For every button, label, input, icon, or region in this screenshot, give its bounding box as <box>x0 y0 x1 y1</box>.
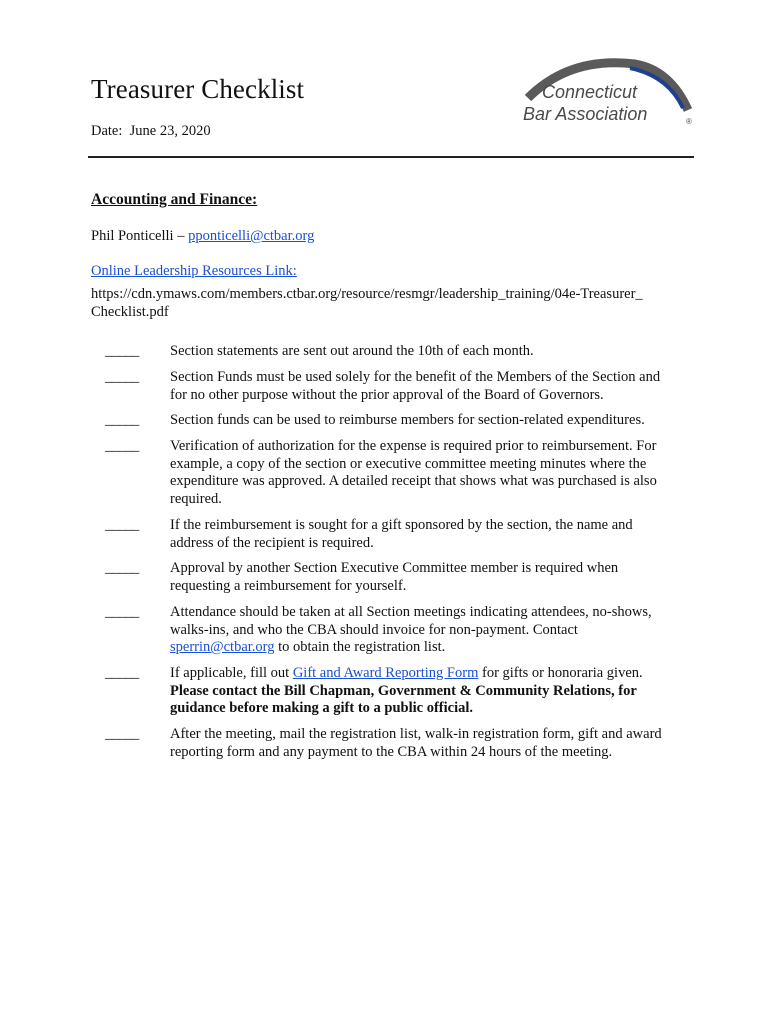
checkbox-blank[interactable]: _____ <box>105 560 139 576</box>
item-text: Section Funds must be used solely for the benefit of the Members of the Section and for no other purpose without the prior approval of the Board of Governors. <box>170 369 661 403</box>
section-heading: Accounting and Finance: <box>91 191 258 208</box>
item-text-part: to obtain the registration list. <box>278 639 446 655</box>
checkbox-blank[interactable]: _____ <box>105 665 139 681</box>
item-text-part: for gifts or honoraria given. <box>481 665 643 681</box>
date-value: June 23, 2020 <box>129 123 211 139</box>
header-divider <box>88 156 694 158</box>
checkbox-blank[interactable]: _____ <box>105 343 139 359</box>
gift-form-link[interactable]: Gift and Award Reporting Form <box>292 665 479 681</box>
item-text: Section funds can be used to reimburse members for section-related expenditures. <box>170 412 645 428</box>
resources-link[interactable]: Online Leadership Resources Link: <box>91 263 297 279</box>
date-line <box>91 123 211 140</box>
item-text <box>170 665 676 718</box>
cba-logo <box>520 58 700 128</box>
item-text: Section statements are sent out around the 10th of each month. <box>170 343 534 359</box>
checkbox-blank[interactable]: _____ <box>105 412 139 428</box>
item-text: Approval by another Section Executive Committee member is required when requesting a reimbursement for yourself. <box>170 560 619 594</box>
logo-line2: Bar Association <box>523 104 648 124</box>
checkbox-blank[interactable]: _____ <box>105 726 139 742</box>
item-bold-note: Please contact the Bill Chapman, Government & Community Relations, for guidance before making a gift to a public official. <box>170 682 637 716</box>
resources-url: https://cdn.ymaws.com/members.ctbar.org/resource/resmgr/leadership_training/04e-Treasurer_Checklist.pdf <box>91 286 643 320</box>
item-text-part: Attendance should be taken at all Section meetings indicating attendees, no-shows, walks-ins, and who the CBA should invoice for non-payment. Contact <box>170 604 652 638</box>
contact-email-link[interactable]: pponticelli@ctbar.org <box>188 228 315 244</box>
item-text: If the reimbursement is sought for a gift sponsored by the section, the name and address of the recipient is required. <box>170 517 633 551</box>
cba-logo-graphic <box>520 58 700 128</box>
email-link[interactable]: sperrin@ctbar.org <box>170 639 275 655</box>
item-text: Verification of authorization for the expense is required prior to reimbursement. For example, a copy of the section or executive committee meeting minutes where the expenditure was approved. A detailed receipt that shows what was purchased is also required. <box>170 438 657 507</box>
page-title: Treasurer Checklist <box>91 74 305 104</box>
resources-label <box>91 263 297 280</box>
item-text: After the meeting, mail the registration list, walk-in registration form, gift and award reporting form and any payment to the CBA within 24 hours of the meeting. <box>170 726 662 760</box>
checkbox-blank[interactable]: _____ <box>105 438 139 454</box>
checkbox-blank[interactable]: _____ <box>105 604 139 620</box>
contact-name: Phil Ponticelli – <box>91 228 185 244</box>
logo-line1: Connecticut <box>542 82 638 102</box>
logo-registered-mark: ® <box>686 117 692 126</box>
date-label: Date: <box>91 123 123 139</box>
item-text-part: If applicable, fill out <box>170 665 290 681</box>
checkbox-blank[interactable]: _____ <box>105 517 139 533</box>
item-text <box>170 604 676 657</box>
checkbox-blank[interactable]: _____ <box>105 369 139 385</box>
contact-line <box>91 228 314 245</box>
